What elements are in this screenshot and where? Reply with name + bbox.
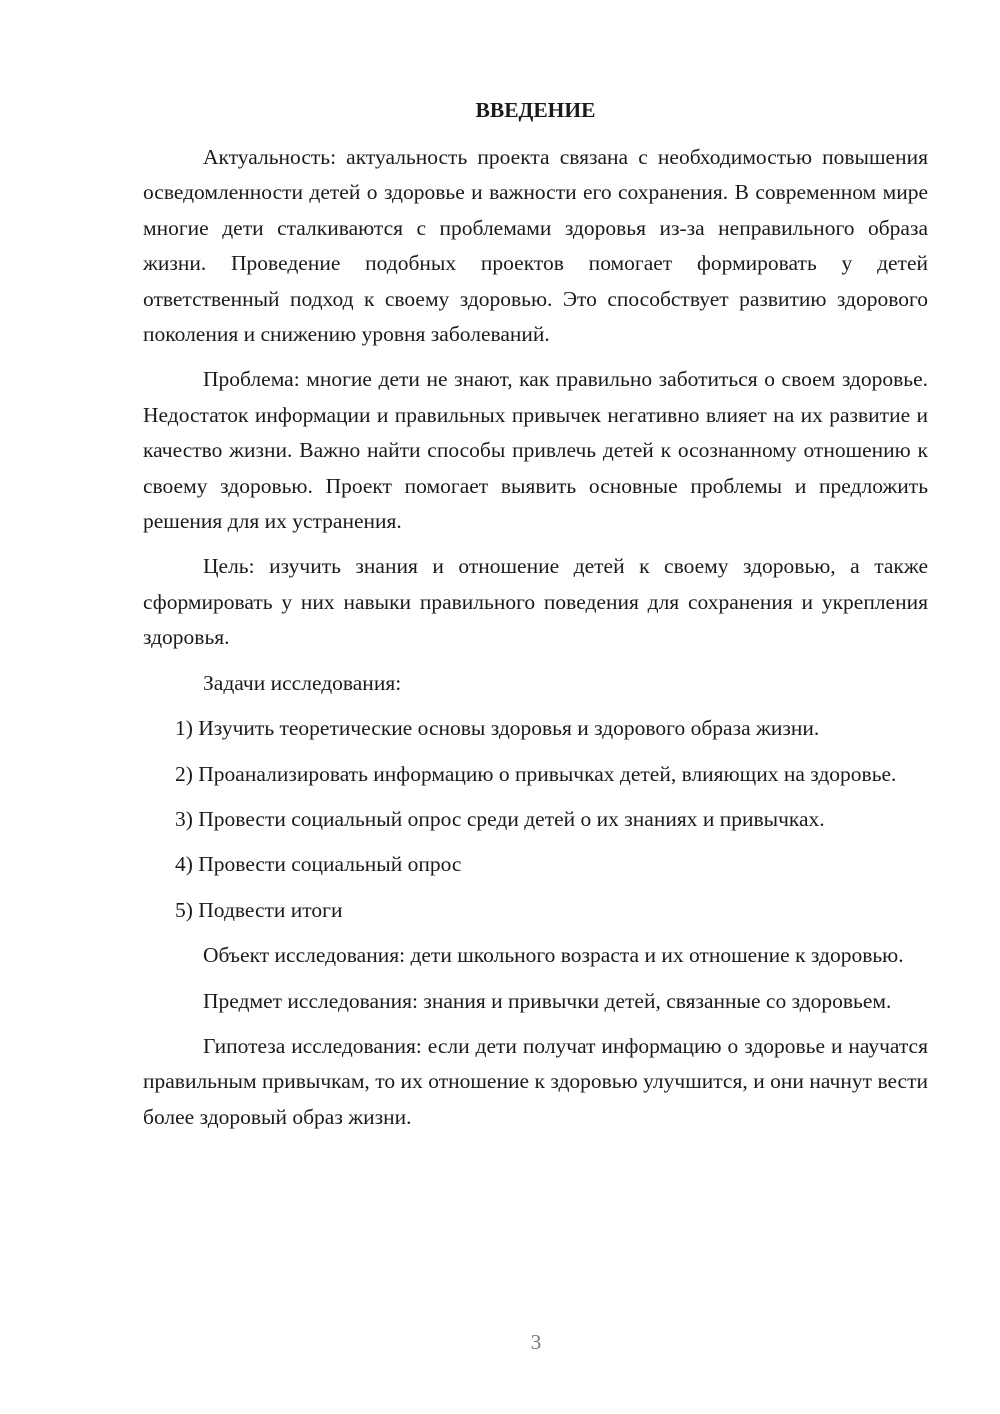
page-number: 3	[530, 1330, 542, 1354]
list-item: 4) Провести социальный опрос	[175, 852, 462, 877]
problem-paragraph: Проблема: многие дети не знают, как правильно заботиться о своем здоровье. Недостаток информации и правильных привычек негативно влияет на их развитие и качество жизни. Важно найти способы привлечь детей к осознанному отношению к своему здоровью. Проект помогает выявить основные проблемы и предложить решения для их устранения.	[143, 367, 928, 534]
subject-paragraph: Предмет исследования: знания и привычки детей, связанные со здоровьем.	[203, 988, 892, 1013]
relevance-paragraph: Актуальность: актуальность проекта связана с необходимостью повышения осведомленности детей о здоровье и важности его сохранения. В современном мире многие дети сталкиваются с проблемами здоровья из-за неправильного образа жизни. Проведение подобных проектов помогает формировать у детей ответственный подход к своему здоровью. Это способствует развитию здорового поколения и снижению уровня заболеваний.	[143, 145, 928, 347]
hypothesis-paragraph: Гипотеза исследования: если дети получат информацию о здоровье и научатся правильным привычкам, то их отношение к здоровью улучшится, и они начнут вести более здоровый образ жизни.	[143, 1033, 928, 1129]
object-paragraph: Объект исследования: дети школьного возраста и их отношение к здоровью.	[203, 943, 904, 968]
goal-paragraph: Цель: изучить знания и отношение детей к своему здоровью, а также сформировать у них навыки правильного поведения для сохранения и укрепления здоровья.	[143, 554, 928, 650]
list-item: 3) Провести социальный опрос среди детей о их знаниях и привычках.	[175, 806, 825, 831]
list-item: 1) Изучить теоретические основы здоровья и здорового образа жизни.	[175, 716, 820, 741]
tasks-heading: Задачи исследования:	[203, 670, 402, 695]
list-item: 5) Подвести итоги	[175, 897, 343, 922]
list-item: 2) Проанализировать информацию о привычках детей, влияющих на здоровье.	[175, 761, 897, 786]
page-title: ВВЕДЕНИЕ	[475, 98, 596, 122]
tasks-list	[143, 711, 928, 928]
document-page	[143, 92, 928, 1145]
